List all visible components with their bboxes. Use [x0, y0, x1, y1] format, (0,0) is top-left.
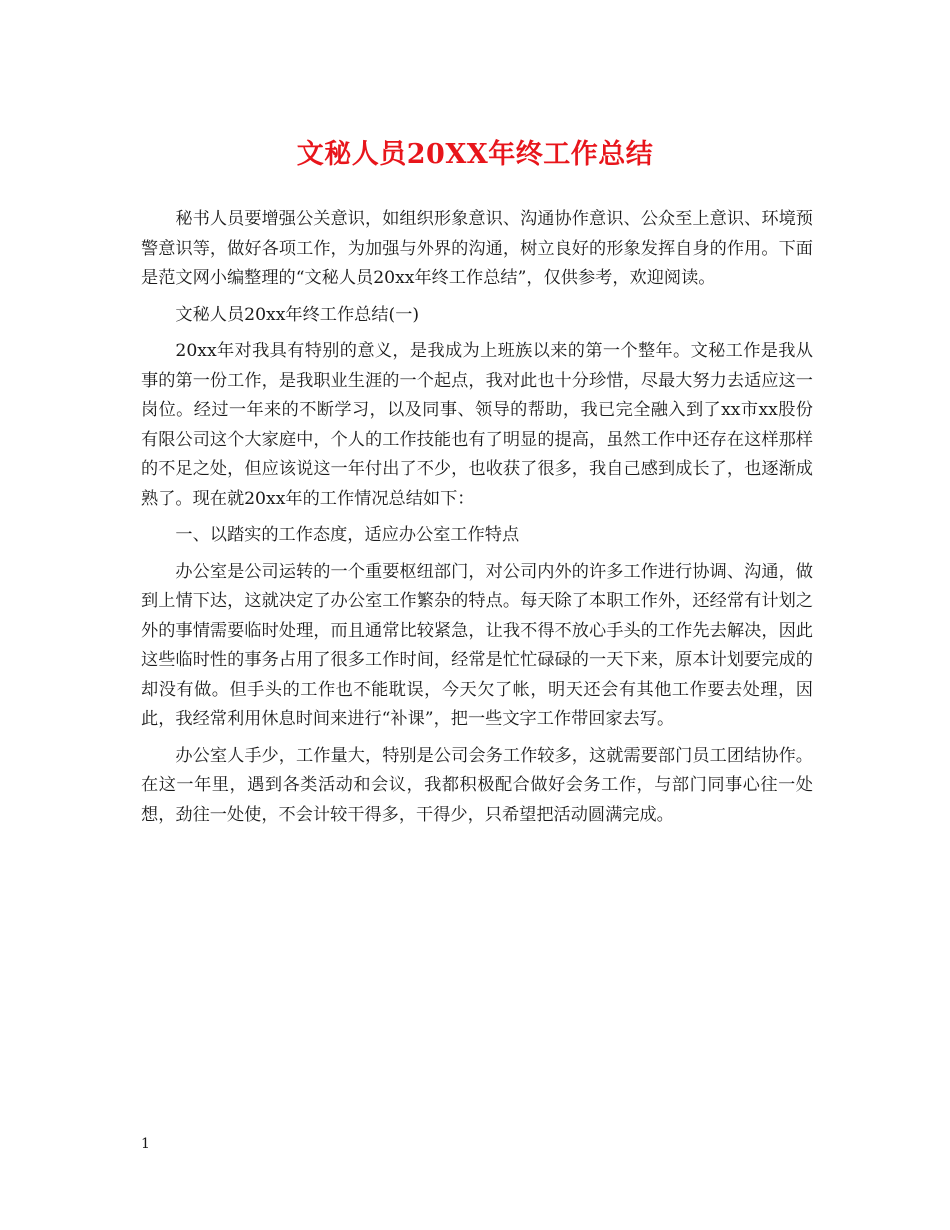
document-title: 文秘人员20XX年终工作总结 — [296, 139, 654, 170]
document-body — [141, 205, 813, 830]
section-heading-one: 文秘人员20xx年终工作总结(一) — [175, 304, 420, 325]
page-number: 1 — [141, 1136, 150, 1152]
intro-paragraph: 秘书人员要增强公关意识，如组织形象意识、沟通协作意识、公众至上意识、环境预警意识等，做好各项工作，为加强与外界的沟通，树立良好的形象发挥自身的作用。下面是范文网小编整理的“文秘人员20xx年终工作总结”，仅供参考，欢迎阅读。 — [141, 209, 813, 288]
subsection-heading: 一、以踏实的工作态度，适应办公室工作特点 — [175, 525, 520, 545]
body-paragraph: 办公室人手少，工作量大，特别是公司会务工作较多，这就需要部门员工团结协作。在这一年里，遇到各类活动和会议，我都积极配合做好会务工作，与部门同事心往一处想，劲往一处使，不会计较干得多，干得少，只希望把活动圆满完成。 — [141, 745, 813, 825]
body-paragraph: 办公室是公司运转的一个重要枢纽部门，对公司内外的许多工作进行协调、沟通，做到上情下达，这就决定了办公室工作繁杂的特点。每天除了本职工作外，还经常有计划之外的事情需要临时处理，而且通常比较紧急，让我不得不放心手头的工作先去解决，因此这些临时性的事务占用了很多工作时间，经常是忙忙碌碌的一天下来，原本计划要完成的却没有做。但手头的工作也不能耽误，今天欠了帐，明天还会有其他工作要去处理，因此，我经常利用休息时间来进行“补课”，把一些文字工作带回家去写。 — [141, 561, 813, 729]
body-paragraph: 20xx年对我具有特别的意义，是我成为上班族以来的第一个整年。文秘工作是我从事的第一份工作，是我职业生涯的一个起点，我对此也十分珍惜，尽最大努力去适应这一岗位。经过一年来的不断学习，以及同事、领导的帮助，我已完全融入到了xx市xx股份有限公司这个大家庭中，个人的工作技能也有了明显的提高，虽然工作中还存在这样那样的不足之处，但应该说这一年付出了不少，也收获了很多，我自己感到成长了，也逐渐成熟了。现在就20xx年的工作情况总结如下： — [141, 341, 813, 509]
